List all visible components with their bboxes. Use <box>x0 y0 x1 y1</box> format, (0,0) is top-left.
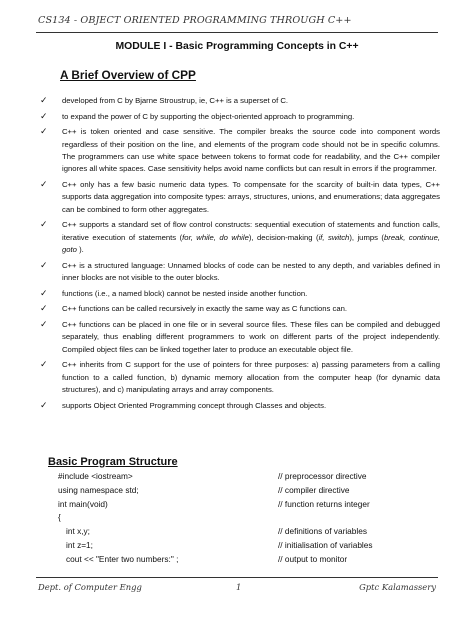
code-section-title: Basic Program Structure <box>48 456 178 468</box>
checkmark-icon: ✓ <box>40 260 48 271</box>
bullet-item <box>40 319 440 356</box>
bullet-item <box>40 359 440 396</box>
page-header <box>36 14 438 33</box>
section-title-text: A Brief Overview of CPP <box>60 68 196 82</box>
bullet-text: developed from C by Bjarne Stroustrup, ie, C++ is a superset of C. <box>62 96 289 105</box>
code-line <box>58 525 438 539</box>
checkmark-icon: ✓ <box>40 220 48 231</box>
bullet-text: C++ functions can be placed in one file or in several source files. These files can be compiled and debugged separately, thus enabling different programmers to work on different parts of the project independently. Compiled object files can be linked together later to produce an executable object file. <box>62 320 440 354</box>
bullet-item <box>40 260 440 285</box>
bullet-text: ). <box>76 245 84 255</box>
bullet-item <box>40 288 440 300</box>
bullet-text: supports Object Oriented Programming concept through Classes and objects. <box>62 400 327 410</box>
bullet-emphasis: for, while, do while <box>182 232 249 242</box>
checkmark-icon: ✓ <box>40 111 48 122</box>
bullet-text: C++ is token oriented and case sensitive. The compiler breaks the source code into component words regardless of their position on the line, and elements of the program code should not be in specific columns. The programmers can use white space between tokens to format code for readability, and the C++ compiler ignores all white spaces. Case sensitivity helps avoid name conflicts but can result in errors if the programmer. <box>62 127 440 174</box>
bullet-text: ), decision-making ( <box>248 232 319 242</box>
footer-institution: Gptc Kalamassery <box>359 582 436 592</box>
section-title <box>60 68 196 82</box>
header-text: CS134 - OBJECT ORIENTED PROGRAMMING THROUGH C++ <box>38 15 352 26</box>
page-footer <box>36 577 438 592</box>
code-text: #include <iostream> <box>58 471 133 481</box>
bullet-item <box>40 303 440 315</box>
bullet-text: ), jumps ( <box>349 232 384 242</box>
code-comment: // output to monitor <box>278 553 348 564</box>
code-line <box>58 553 438 567</box>
code-line <box>58 498 438 512</box>
code-text: int main(void) <box>58 498 108 509</box>
bullet-item <box>40 95 440 107</box>
overview-bullet-list <box>40 95 440 415</box>
code-comment: // compiler directive <box>278 484 350 495</box>
code-block <box>58 470 438 567</box>
bullet-text: functions (i.e., a named block) cannot be nested inside another function. <box>62 288 308 298</box>
code-text: cout << "Enter two numbers:" ; <box>66 553 179 564</box>
code-line <box>58 511 438 525</box>
bullet-emphasis: break, continue, goto <box>62 232 440 255</box>
code-text: int z=1; <box>66 539 93 550</box>
bullet-item <box>40 219 440 256</box>
checkmark-icon: ✓ <box>40 96 48 106</box>
checkmark-icon: ✓ <box>40 304 48 315</box>
code-text: using namespace std; <box>58 484 139 495</box>
checkmark-icon: ✓ <box>40 180 48 190</box>
bullet-text: C++ only has a few basic numeric data types. To compensate for the scarcity of built-in data types, C++ supports data aggregation into composite types: arrays, structures, unions, and enumerations; data aggregates can be combined to form other aggregates. <box>62 180 440 214</box>
checkmark-icon: ✓ <box>40 400 48 411</box>
bullet-item <box>40 126 440 176</box>
code-comment: // initialisation of variables <box>278 539 373 550</box>
bullet-item <box>40 179 440 216</box>
footer-department: Dept. of Computer Engg <box>38 582 142 592</box>
bullet-text: C++ supports a standard set of flow control constructs: sequential execution of statements and function calls, iterative execution of statements ( <box>62 220 440 242</box>
checkmark-icon: ✓ <box>40 288 48 299</box>
module-title: MODULE I - Basic Programming Concepts in C++ <box>115 41 359 52</box>
bullet-text: C++ is a structured language: Unnamed blocks of code can be nested to any depth, and variables defined in inner blocks are not visible to the outer blocks. <box>62 260 440 283</box>
bullet-item <box>40 400 440 412</box>
code-line <box>58 539 438 553</box>
bullet-emphasis: if, switch <box>318 232 350 242</box>
code-line <box>58 484 438 498</box>
checkmark-icon: ✓ <box>40 127 48 138</box>
bullet-item <box>40 111 440 123</box>
footer-page-number: 1 <box>236 582 242 592</box>
code-text: int x,y; <box>66 526 90 537</box>
checkmark-icon: ✓ <box>40 360 48 371</box>
code-text: { <box>58 512 61 523</box>
code-comment: // definitions of variables <box>278 526 368 537</box>
bullet-text: to expand the power of C by supporting the object-oriented approach to programming. <box>62 111 355 121</box>
bullet-text: C++ functions can be called recursively in exactly the same way as C functions can. <box>62 304 348 314</box>
code-comment: // preprocessor directive <box>278 471 367 481</box>
checkmark-icon: ✓ <box>40 320 48 330</box>
code-line <box>58 470 438 484</box>
code-comment: // function returns integer <box>278 498 370 509</box>
bullet-text: C++ inherits from C support for the use of pointers for three purposes: a) passing parameters from a calling function to a called function, b) dynamic memory allocation from the computer heap (for dynamic data structures), and c) manipulating arrays and array components. <box>62 360 440 395</box>
